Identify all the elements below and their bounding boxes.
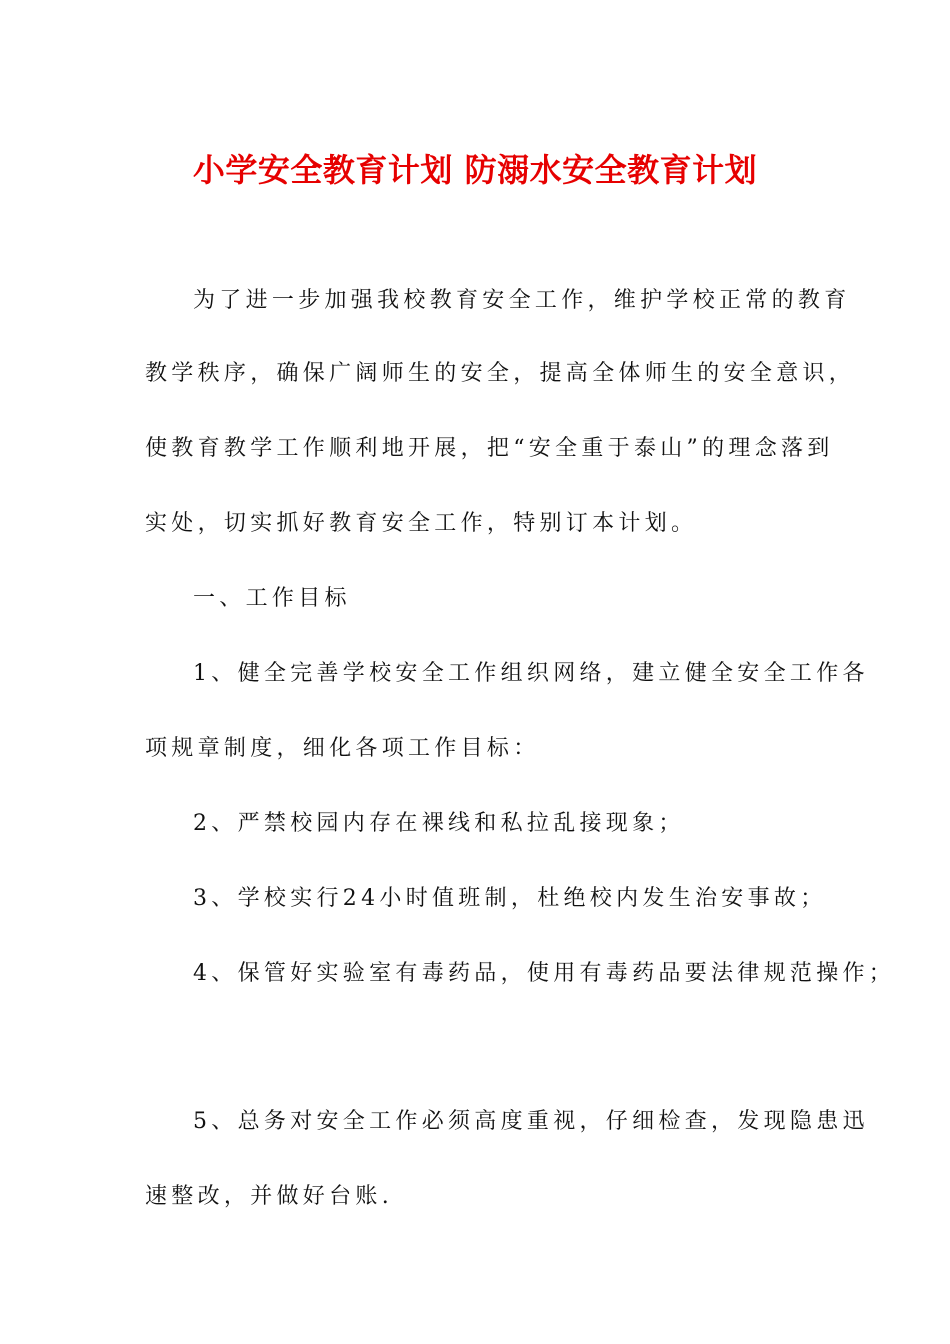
list-item-line: 3、学校实行24小时值班制，杜绝校内发生治安事故； bbox=[193, 886, 827, 911]
list-item-line: 2、严禁校园内存在裸线和私拉乱接现象； bbox=[193, 811, 685, 836]
paragraph-line: 使教育教学工作顺利地开展，把“安全重于泰山”的理念落到 bbox=[145, 436, 834, 461]
list-item-line: 5、总务对安全工作必须高度重视，仔细检查，发现隐患迅 bbox=[193, 1109, 869, 1134]
document-title: 小学安全教育计划 防溺水安全教育计划 bbox=[192, 151, 758, 189]
list-item-line: 速整改，并做好台账. bbox=[145, 1184, 393, 1209]
paragraph-line: 实处，切实抓好教育安全工作，特别订本计划。 bbox=[145, 511, 698, 536]
paragraph-line: 教学秩序，确保广阔师生的安全，提高全体师生的安全意识， bbox=[145, 361, 856, 386]
list-item-line: 项规章制度，细化各项工作目标： bbox=[145, 736, 540, 761]
list-item-line: 1、健全完善学校安全工作组织网络，建立健全安全工作各 bbox=[193, 661, 869, 686]
paragraph-line: 为了进一步加强我校教育安全工作，维护学校正常的教育 bbox=[193, 288, 851, 313]
list-item-line: 4、保管好实验室有毒药品，使用有毒药品要法律规范操作； bbox=[193, 961, 896, 986]
section-heading: 一、工作目标 bbox=[193, 586, 351, 611]
